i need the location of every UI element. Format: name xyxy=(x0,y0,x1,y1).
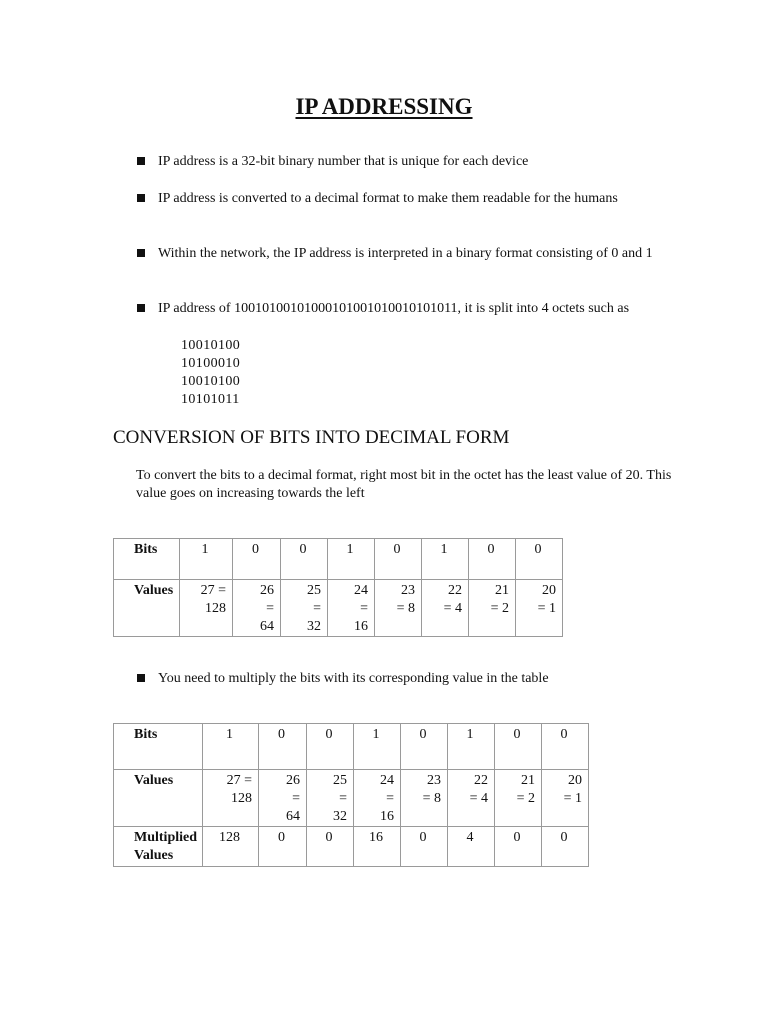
value-cell xyxy=(203,770,259,827)
value-line: 64 xyxy=(286,809,300,824)
value-line: 25 xyxy=(333,773,347,788)
value-cell xyxy=(469,580,516,637)
value-line: 26 xyxy=(286,773,300,788)
value-line: = 4 xyxy=(469,791,488,806)
multiplied-cell: 0 xyxy=(401,827,448,867)
multiplied-cell: 0 xyxy=(495,827,542,867)
value-cell xyxy=(281,580,328,637)
bit-cell: 1 xyxy=(448,724,495,770)
bullet-item xyxy=(137,189,677,209)
value-cell xyxy=(448,770,495,827)
octet-list xyxy=(181,337,240,409)
value-line: = xyxy=(360,601,368,616)
value-line: 16 xyxy=(354,619,368,634)
value-line: 32 xyxy=(307,619,321,634)
value-cell xyxy=(233,580,281,637)
value-line: 23 xyxy=(427,773,441,788)
bit-cell: 0 xyxy=(401,724,448,770)
value-cell xyxy=(422,580,469,637)
value-line: 20 xyxy=(568,773,582,788)
bullet-text: Within the network, the IP address is interpreted in a binary format consisting of 0 and 1 xyxy=(158,246,653,261)
value-cell xyxy=(307,770,354,827)
octet: 10100010 xyxy=(181,356,241,371)
value-line: 22 xyxy=(474,773,488,788)
table-row xyxy=(114,827,589,867)
value-line: 22 xyxy=(448,583,462,598)
value-line: = 8 xyxy=(422,791,441,806)
bullet-item xyxy=(137,244,657,264)
bullet-text: IP address is converted to a decimal format to make them readable for the humans xyxy=(158,191,618,206)
multiplied-cell: 0 xyxy=(542,827,589,867)
bit-cell: 0 xyxy=(516,539,563,580)
value-line: 21 xyxy=(521,773,535,788)
row-label-line: Values xyxy=(134,848,174,863)
octet: 10010100 xyxy=(181,374,241,389)
bit-cell: 0 xyxy=(542,724,589,770)
value-line: = 2 xyxy=(490,601,509,616)
bit-cell: 0 xyxy=(307,724,354,770)
value-cell xyxy=(495,770,542,827)
bit-cell: 1 xyxy=(354,724,401,770)
table-row xyxy=(114,724,589,770)
value-cell xyxy=(328,580,375,637)
bullet-text: You need to multiply the bits with its corresponding value in the table xyxy=(158,671,549,686)
value-line: = 1 xyxy=(563,791,582,806)
bit-cell: 0 xyxy=(469,539,516,580)
value-cell xyxy=(180,580,233,637)
value-line: = xyxy=(339,791,347,806)
value-cell xyxy=(401,770,448,827)
row-label: Values xyxy=(114,770,203,827)
row-label: Values xyxy=(114,580,180,637)
bullet-text: IP address is a 32-bit binary number that is unique for each device xyxy=(158,154,529,169)
value-line: 21 xyxy=(495,583,509,598)
value-line: = 4 xyxy=(443,601,462,616)
section-heading: CONVERSION OF BITS INTO DECIMAL FORM xyxy=(113,427,510,448)
octet: 10101011 xyxy=(181,392,240,407)
bits-values-table xyxy=(113,538,563,637)
value-line: 27 = xyxy=(226,773,252,788)
square-bullet-icon xyxy=(137,674,145,682)
square-bullet-icon xyxy=(137,157,145,165)
bullet-text: IP address of 10010100101000101001010010101011, it is split into 4 octets such as xyxy=(158,301,630,316)
table-row xyxy=(114,539,563,580)
value-line: 25 xyxy=(307,583,321,598)
octet: 10010100 xyxy=(181,338,241,353)
square-bullet-icon xyxy=(137,194,145,202)
value-line: 64 xyxy=(260,619,274,634)
bullet-item xyxy=(137,669,657,689)
bit-cell: 0 xyxy=(259,724,307,770)
value-line: 23 xyxy=(401,583,415,598)
value-line: 26 xyxy=(260,583,274,598)
value-cell xyxy=(354,770,401,827)
bit-cell: 0 xyxy=(375,539,422,580)
multiplied-cell: 0 xyxy=(307,827,354,867)
value-line: = xyxy=(313,601,321,616)
value-line: 128 xyxy=(231,791,252,806)
value-cell xyxy=(516,580,563,637)
value-line: 24 xyxy=(354,583,368,598)
value-line: 128 xyxy=(205,601,226,616)
bit-cell: 1 xyxy=(328,539,375,580)
bit-cell: 1 xyxy=(422,539,469,580)
bit-cell: 0 xyxy=(281,539,328,580)
value-line: = 1 xyxy=(537,601,556,616)
square-bullet-icon xyxy=(137,304,145,312)
multiplied-cell: 16 xyxy=(354,827,401,867)
multiplied-cell: 0 xyxy=(259,827,307,867)
row-label: Bits xyxy=(114,539,180,580)
value-line: = 8 xyxy=(396,601,415,616)
bit-cell: 1 xyxy=(203,724,259,770)
row-label: Bits xyxy=(114,724,203,770)
value-line: 16 xyxy=(380,809,394,824)
value-line: = xyxy=(386,791,394,806)
value-line: 32 xyxy=(333,809,347,824)
multiplied-cell: 128 xyxy=(203,827,259,867)
value-cell xyxy=(259,770,307,827)
value-line: = 2 xyxy=(516,791,535,806)
value-line: = xyxy=(292,791,300,806)
table-row xyxy=(114,580,563,637)
multiplied-cell: 4 xyxy=(448,827,495,867)
bit-cell: 0 xyxy=(233,539,281,580)
page-title: IP ADDRESSING xyxy=(295,94,473,119)
value-cell xyxy=(375,580,422,637)
section-paragraph: To convert the bits to a decimal format, right most bit in the octet has the least value of 20. This value goes on increasing towards the left xyxy=(136,468,672,501)
bit-cell: 0 xyxy=(495,724,542,770)
table-row xyxy=(114,770,589,827)
bullet-item xyxy=(137,152,657,172)
multiplied-values-table xyxy=(113,723,589,867)
bullet-item xyxy=(137,299,657,319)
value-cell xyxy=(542,770,589,827)
row-label xyxy=(114,827,203,867)
value-line: 27 = xyxy=(200,583,226,598)
value-line: 24 xyxy=(380,773,394,788)
bit-cell: 1 xyxy=(180,539,233,580)
row-label-line: Multiplied xyxy=(134,830,198,845)
square-bullet-icon xyxy=(137,249,145,257)
value-line: 20 xyxy=(542,583,556,598)
value-line: = xyxy=(266,601,274,616)
